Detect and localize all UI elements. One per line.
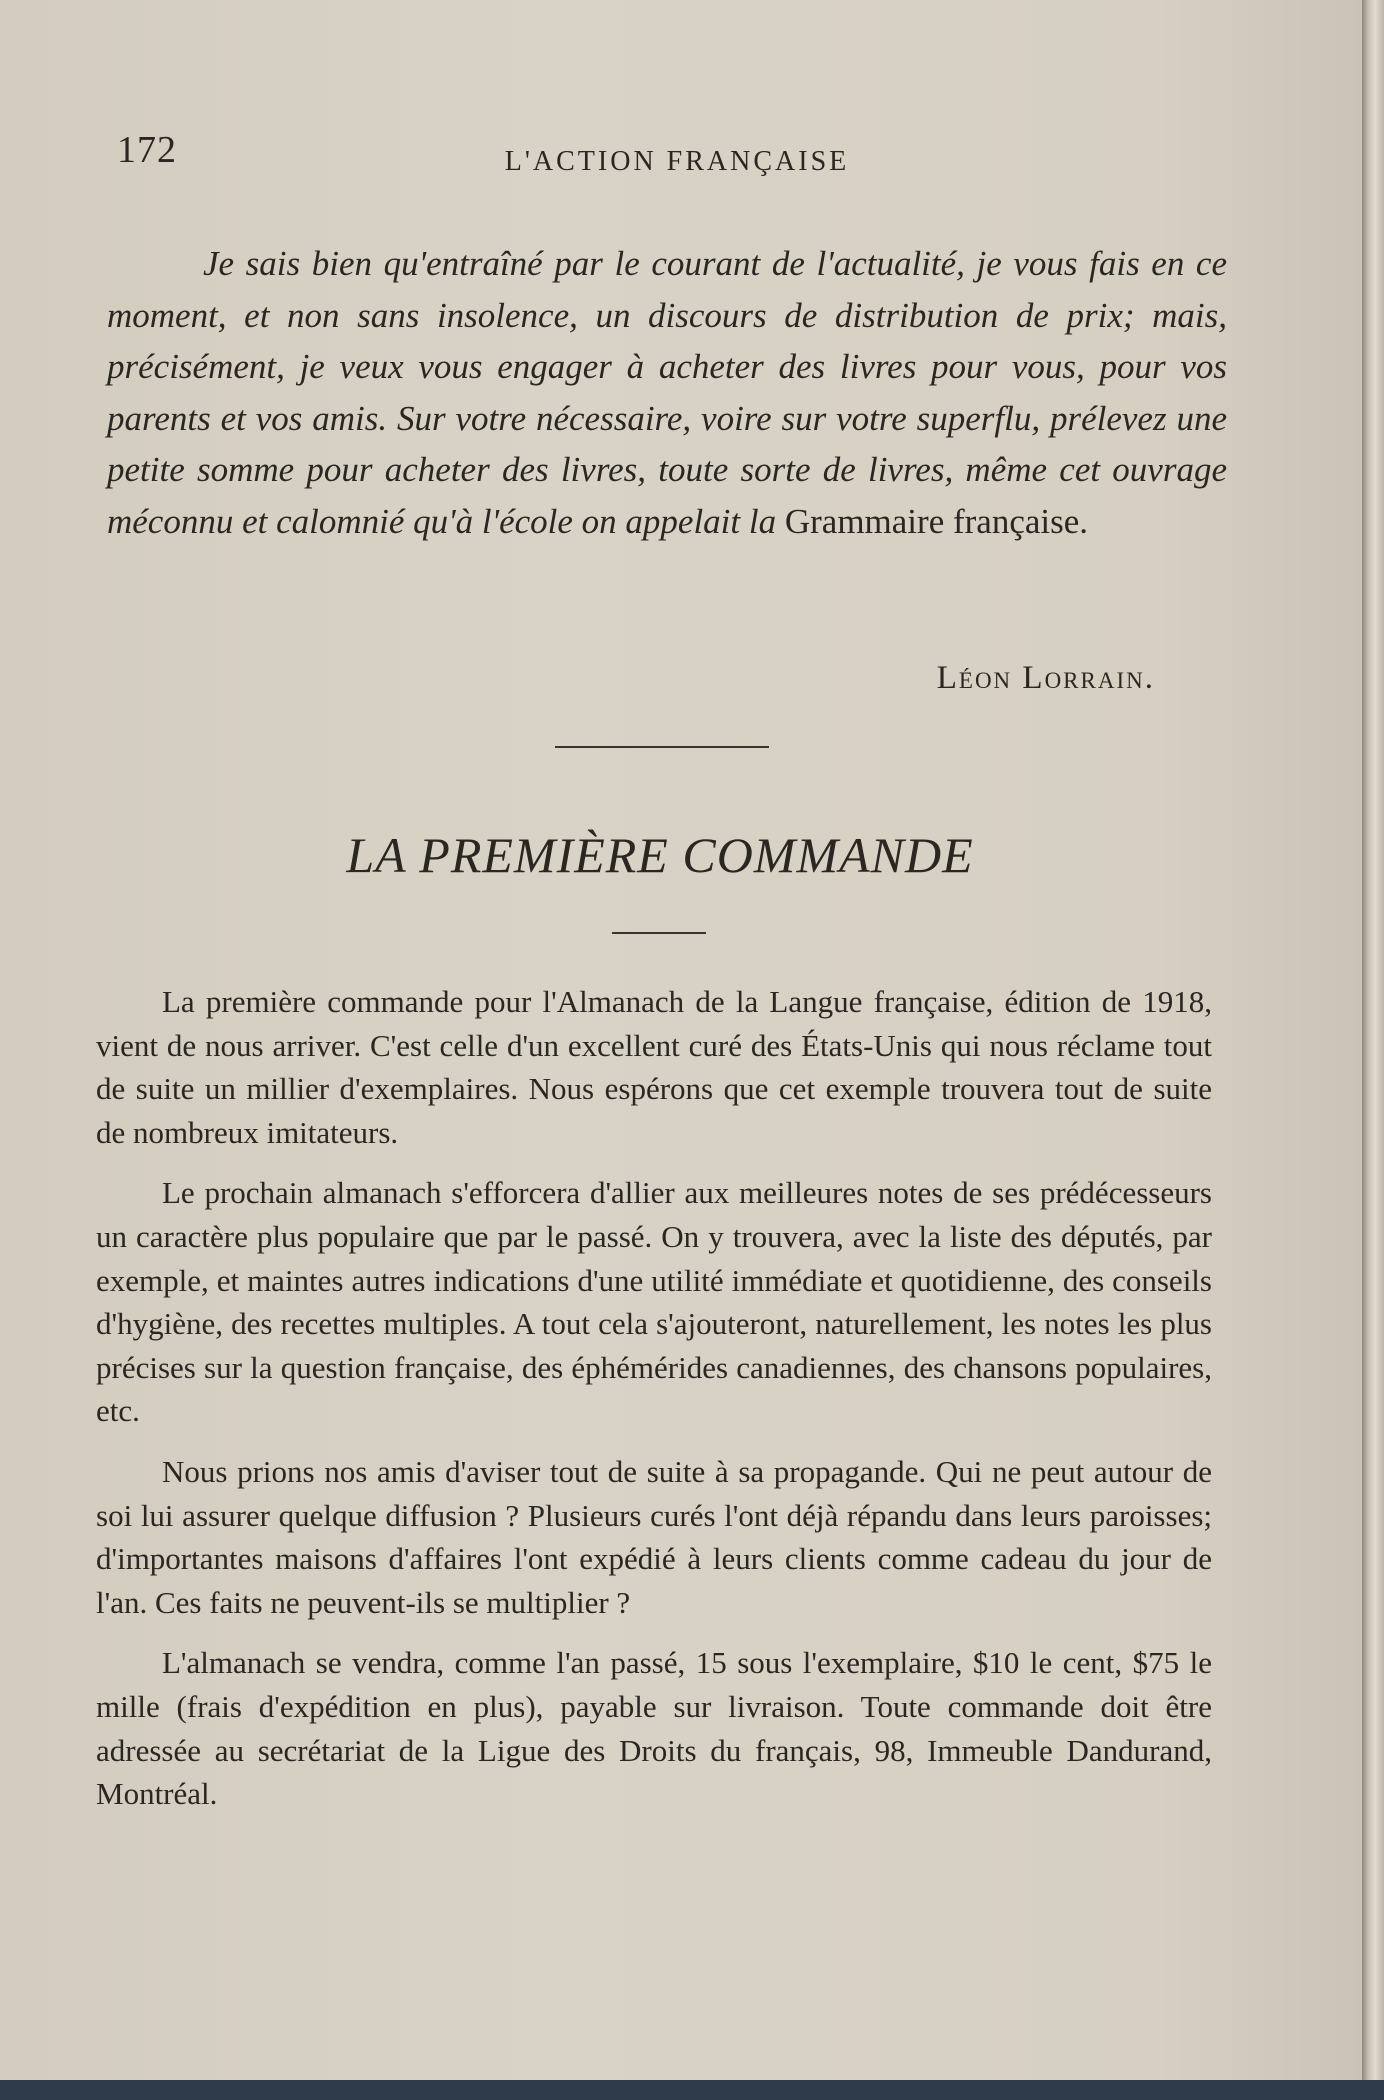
section-title: LA PREMIÈRE COMMANDE <box>346 827 974 883</box>
quote-roman-text: Grammaire française. <box>784 501 1089 541</box>
article-paragraph: L'almanach se vendra, comme l'an passé, 15 sous l'exemplaire, $10 le cent, $75 le mille (frais d'expédition en plus), payable sur livraison. Toute commande doit être adressée au secrétariat de la Ligue des Droits du français, 98, Immeuble Dandurand, Montréal. <box>96 1645 1212 1812</box>
title-underline-rule <box>612 932 706 934</box>
closing-quote-paragraph <box>107 238 1227 547</box>
article-body <box>96 980 1212 1833</box>
page-number: 172 <box>117 129 177 171</box>
section-divider-rule <box>555 746 769 748</box>
article-paragraph: La première commande pour l'Almanach de la Langue française, édition de 1918, vient de nous arriver. C'est celle d'un excellent curé des États-Unis qui nous réclame tout de suite un millier d'exemplaires. Nous espérons que cet exemple trouvera tout de suite de nombreux imitateurs. <box>96 984 1212 1150</box>
running-title: L'ACTION FRANÇAISE <box>504 146 850 177</box>
page-header <box>117 128 1237 188</box>
author-signature: Léon Lorrain. <box>936 660 1155 696</box>
page-edge <box>1362 0 1384 2100</box>
bottom-edge <box>0 2080 1384 2100</box>
article-paragraph: Le prochain almanach s'efforcera d'allier aux meilleures notes de ses prédécesseurs un caractère plus populaire que par le passé. On y trouvera, avec la liste des députés, par exemple, et maintes autres indications d'une utilité immédiate et quotidienne, des conseils d'hygiène, des recettes multiples. A tout cela s'ajouteront, naturellement, les notes les plus précises sur la question française, des éphémérides canadiennes, des chansons populaires, etc. <box>96 1175 1212 1429</box>
quote-italic-text: Je sais bien qu'entraîné par le courant de l'actualité, je vous fais en ce moment, et non sans insolence, un discours de distribution de prix; mais, précisément, je veux vous engager à acheter des livres pour vous, pour vos parents et vos amis. Sur votre nécessaire, voire sur votre superflu, prélevez une petite somme pour acheter des livres, toute sorte de livres, même cet ouvrage méconnu et calomnié qu'à l'école on appelait la <box>107 244 1227 541</box>
article-paragraph: Nous prions nos amis d'aviser tout de suite à sa propagande. Qui ne peut autour de soi lui assurer quelque diffusion ? Plusieurs curés l'ont déjà répandu dans leurs paroisses; d'importantes maisons d'affaires l'ont expédié à leurs clients comme cadeau du jour de l'an. Ces faits ne peuvent-ils se multiplier ? <box>96 1453 1212 1620</box>
